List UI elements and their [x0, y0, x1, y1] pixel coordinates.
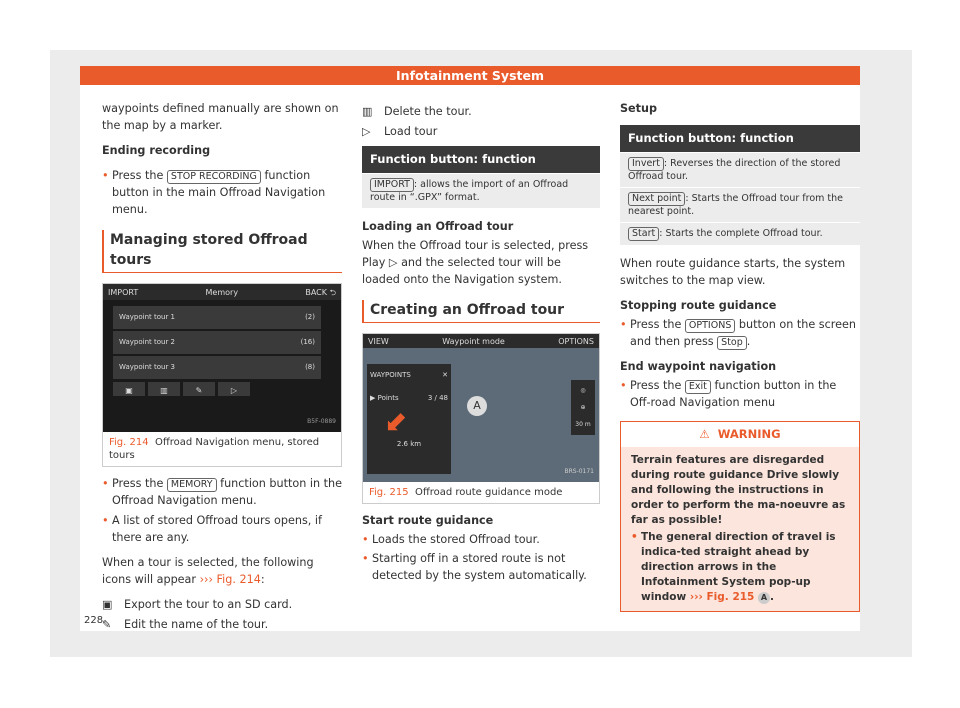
figure-caption: Fig. 215 Offroad route guidance mode [369, 487, 563, 498]
figure-code: BRS-0171 [564, 468, 594, 475]
start-button: Start [628, 227, 659, 241]
page-number: 228 [84, 615, 104, 626]
play-icon: ▷ [218, 382, 250, 396]
icon-delete-row: ▥ Delete the tour. [362, 105, 472, 118]
options-button: OPTIONS [685, 319, 735, 333]
function-box-title: Function button: function [362, 146, 600, 173]
function-row: Next point : Starts the Offroad tour from the nearest point. [620, 187, 860, 222]
figure-214 [102, 283, 342, 467]
guidance-text: When route guidance starts, the system switches to the map view. [620, 257, 846, 287]
warning-box [620, 421, 860, 612]
memory-title: Memory [205, 287, 239, 297]
icon-export-row: ▣ Export the tour to an SD card. [102, 598, 293, 611]
column-1 [102, 100, 342, 636]
function-row: Start : Starts the complete Offroad tour. [620, 222, 860, 245]
sd-card-icon: ▣ [102, 598, 113, 611]
when-text: When a tour is selected, the following icons will appear ››› Fig. 214: [102, 556, 314, 586]
figure-caption: Fig. 214 Offroad Navigation menu, stored tours [109, 437, 320, 461]
fig-215-link[interactable]: ››› Fig. 215 [689, 591, 755, 603]
edit-icon: ✎ [183, 382, 215, 396]
tour-row: Waypoint tour 2 (16) [113, 331, 321, 354]
function-box-setup [620, 125, 860, 245]
save-icon: ▣ [113, 382, 145, 396]
compass-icon: ⊕ [580, 404, 586, 411]
memory-button: MEMORY [167, 478, 217, 492]
play-icon: ▷ [362, 125, 371, 138]
icon-load-row: ▷ Load tour [362, 125, 438, 138]
import-tab: IMPORT [108, 287, 139, 297]
column-3 [620, 100, 860, 612]
warning-triangle-icon: ⚠ [699, 427, 710, 441]
waypoint-mode-title: Waypoint mode [442, 336, 505, 346]
figure-215 [362, 333, 600, 504]
memory-bullet: • Press the MEMORY function button in the Offroad Navigation menu. [102, 475, 342, 509]
start-heading: Start route guidance [362, 514, 494, 527]
waypoint-screen [363, 334, 599, 482]
next-point-button: Next point [628, 192, 685, 206]
stop-bullet: • Press the OPTIONS button on the screen and then press Stop . [620, 316, 860, 350]
view-tab: VIEW [368, 336, 389, 346]
column-2 [362, 100, 600, 592]
setup-heading: Setup [620, 102, 657, 115]
icon-edit-row: ✎ Edit the name of the tour. [102, 618, 269, 631]
page-header: Infotainment System [80, 66, 860, 85]
function-row: Invert : Reverses the direction of the stored Offroad tour. [620, 152, 860, 187]
delete-icon: ▥ [148, 382, 180, 396]
trash-icon: ▥ [362, 105, 373, 118]
fig-214-link[interactable]: ››› Fig. 214 [199, 573, 261, 586]
section-creating: Creating an Offroad tour [362, 300, 600, 323]
close-icon: ✕ [442, 371, 448, 379]
import-button: IMPORT [370, 178, 414, 192]
memory-screen [103, 284, 341, 432]
back-arrow-icon: ⮌ [329, 287, 336, 297]
stop-heading: Stopping route guidance [620, 299, 777, 312]
waypoints-panel: WAYPOINTS ✕ ▶ Points 3 / 48 ⬋ 2.6 km [367, 364, 451, 474]
tour-row: Waypoint tour 1 (2) [113, 306, 321, 329]
warning-body: Terrain features are disregarded during route guidance Drive slowly and following the instructions in order to perform the ma-noeuvre as far as possible! • The general direction of travel is indica-ted straight ahead by direction arrows in the Infotainment System pop-up window ››› Fig. 215 A . [621, 447, 859, 611]
map-controls: ◎ ⊕ 30 m [571, 380, 595, 435]
stop-button: Stop [717, 336, 747, 350]
loading-heading: Loading an Offroad tour [362, 220, 514, 233]
options-tab: OPTIONS [558, 336, 594, 346]
loading-text: When the Offroad tour is selected, press Play ▷ and the selected tour will be loaded onto the Navigation system. [362, 239, 589, 286]
pencil-icon: ✎ [102, 618, 112, 631]
function-box-title: Function button: function [620, 125, 860, 152]
stop-recording-button: STOP RECORDING [167, 170, 261, 184]
list-bullet: • A list of stored Offroad tours opens, if there are any. [102, 512, 342, 546]
tour-row: Waypoint tour 3 (8) [113, 356, 321, 379]
start-bullet-1: • Loads the stored Offroad tour. [362, 531, 600, 548]
direction-arrow-icon: ⬋ [384, 405, 408, 438]
ending-bullet: • Press the STOP RECORDING function button in the main Offroad Navigation menu. [102, 167, 342, 218]
invert-button: Invert [628, 157, 664, 171]
zoom-icon: ◎ [580, 387, 586, 394]
end-heading: End waypoint navigation [620, 360, 777, 373]
section-managing: Managing stored Offroad tours [102, 230, 342, 273]
ending-heading: Ending recording [102, 144, 211, 157]
function-box-import [362, 146, 600, 208]
intro-text: waypoints defined manually are shown on the map by a marker. [102, 102, 339, 132]
function-row: IMPORT : allows the import of an Offroad route in “.GPX” format. [362, 173, 600, 208]
end-bullet: • Press the Exit function button in the Off-road Navigation menu [620, 377, 860, 411]
figure-code: B5F-0889 [307, 418, 336, 425]
exit-button: Exit [685, 380, 711, 394]
play-icon: ▷ [388, 256, 398, 269]
start-bullet-2: • Starting off in a stored route is not detected by the system automatically. [362, 550, 600, 584]
marker-a: A [758, 592, 770, 604]
marker-a: A [467, 396, 487, 416]
warning-header: ⚠ WARNING [699, 427, 781, 441]
back-tab: BACK ⮌ [305, 287, 336, 297]
